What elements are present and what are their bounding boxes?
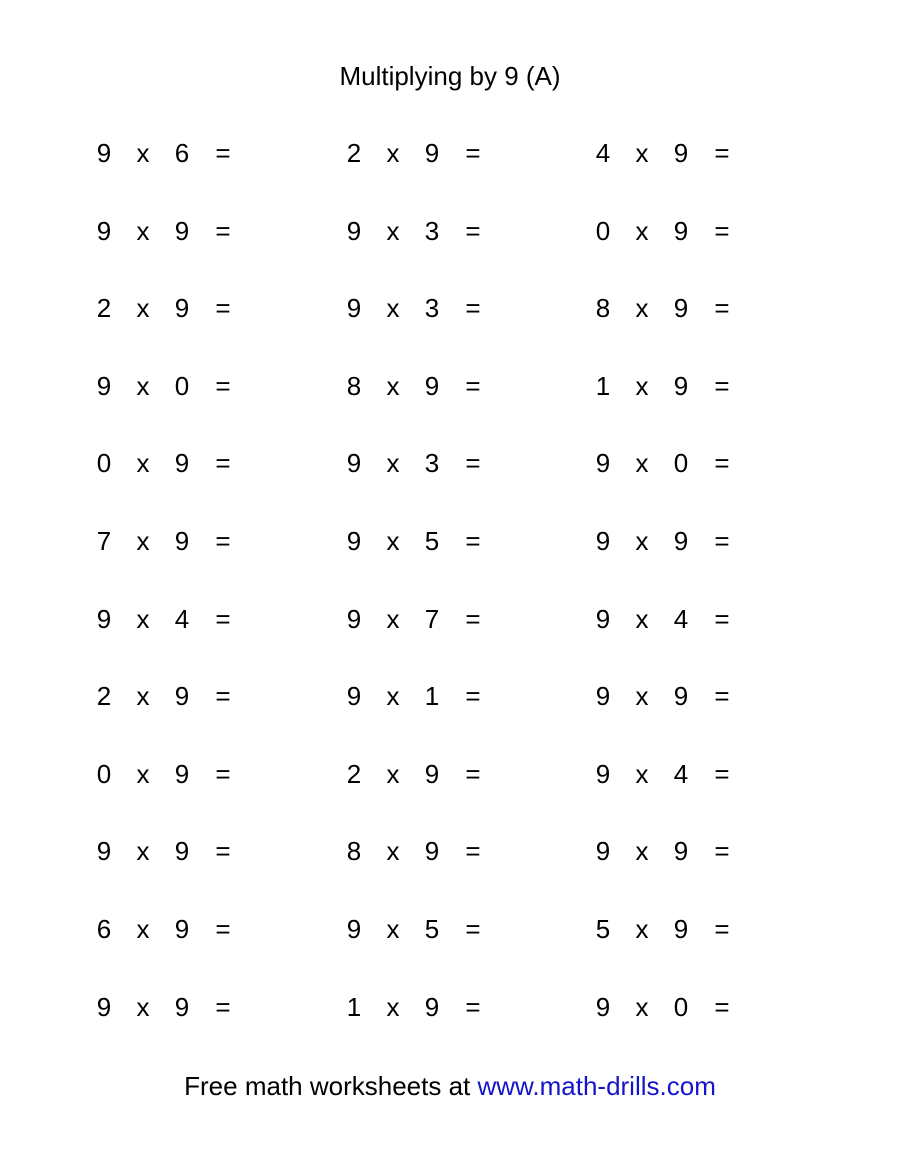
problem-operand-a: 2 bbox=[346, 758, 362, 789]
problem-operand-a: 9 bbox=[346, 913, 362, 944]
problem-equals: = bbox=[465, 603, 481, 634]
problem-operator: x bbox=[386, 448, 400, 479]
problem-operand-b: 3 bbox=[424, 448, 440, 479]
problem-equals: = bbox=[465, 448, 481, 479]
problem-operator: x bbox=[635, 370, 649, 401]
problem-equals: = bbox=[465, 293, 481, 324]
problem-operator: x bbox=[136, 681, 150, 712]
problem-operand-a: 6 bbox=[96, 913, 112, 944]
problem-equals: = bbox=[714, 603, 730, 634]
problem-operator: x bbox=[136, 758, 150, 789]
problem-operator: x bbox=[386, 370, 400, 401]
problem-operand-a: 7 bbox=[96, 525, 112, 556]
problem-operand-a: 2 bbox=[346, 138, 362, 168]
problem-operand-b: 3 bbox=[424, 215, 440, 246]
problem-operand-b: 9 bbox=[424, 991, 440, 1022]
problem-operand-a: 9 bbox=[595, 991, 611, 1022]
problem-operand-b: 0 bbox=[673, 448, 689, 479]
problem-equals: = bbox=[465, 681, 481, 712]
problem-equals: = bbox=[465, 836, 481, 867]
problem-equals: = bbox=[465, 215, 481, 246]
problem-operand-b: 9 bbox=[673, 836, 689, 867]
problem-operand-b: 9 bbox=[424, 370, 440, 401]
problem-operator: x bbox=[635, 448, 649, 479]
problem-operand-b: 9 bbox=[174, 836, 190, 867]
problem-equals: = bbox=[215, 215, 231, 246]
problem-equals: = bbox=[215, 448, 231, 479]
problem-operator: x bbox=[635, 138, 649, 168]
problem-operand-b: 7 bbox=[424, 603, 440, 634]
footer-link[interactable]: www.math-drills.com bbox=[477, 1071, 716, 1101]
problem-equals: = bbox=[714, 370, 730, 401]
problem-operand-a: 9 bbox=[595, 525, 611, 556]
problem-operator: x bbox=[635, 758, 649, 789]
problem-equals: = bbox=[215, 758, 231, 789]
problem-operator: x bbox=[386, 603, 400, 634]
problem-equals: = bbox=[714, 681, 730, 712]
problem-operand-b: 9 bbox=[673, 215, 689, 246]
problem-operand-a: 9 bbox=[595, 836, 611, 867]
problem-operand-b: 4 bbox=[174, 603, 190, 634]
problem-operand-b: 9 bbox=[174, 681, 190, 712]
problem-operand-b: 9 bbox=[424, 836, 440, 867]
problem-operand-a: 5 bbox=[595, 913, 611, 944]
problem-operand-a: 9 bbox=[595, 603, 611, 634]
problem-equals: = bbox=[465, 525, 481, 556]
problem-row bbox=[0, 290, 900, 368]
problem-operator: x bbox=[136, 293, 150, 324]
footer bbox=[0, 1068, 900, 1104]
problem-operand-b: 0 bbox=[673, 991, 689, 1022]
problem-operator: x bbox=[635, 913, 649, 944]
problem-operator: x bbox=[136, 448, 150, 479]
problem-operand-b: 0 bbox=[174, 370, 190, 401]
problem-equals: = bbox=[714, 758, 730, 789]
problem-operator: x bbox=[136, 215, 150, 246]
problem-operator: x bbox=[386, 138, 400, 168]
problem-operand-a: 0 bbox=[595, 215, 611, 246]
problem-operand-b: 9 bbox=[174, 525, 190, 556]
problem-equals: = bbox=[215, 836, 231, 867]
problem-operand-b: 9 bbox=[673, 525, 689, 556]
problem-row bbox=[0, 678, 900, 756]
problem-row bbox=[0, 601, 900, 679]
problem-operand-b: 5 bbox=[424, 913, 440, 944]
problem-equals: = bbox=[714, 836, 730, 867]
problem-operator: x bbox=[635, 525, 649, 556]
problem-operand-b: 1 bbox=[424, 681, 440, 712]
problem-operand-a: 0 bbox=[96, 758, 112, 789]
problem-operator: x bbox=[136, 525, 150, 556]
problem-grid bbox=[0, 135, 900, 1066]
problem-equals: = bbox=[215, 293, 231, 324]
problem-row bbox=[0, 368, 900, 446]
problem-operator: x bbox=[386, 836, 400, 867]
problem-operand-a: 9 bbox=[96, 991, 112, 1022]
problem-operand-a: 9 bbox=[346, 215, 362, 246]
problem-operand-a: 2 bbox=[96, 681, 112, 712]
problem-row bbox=[0, 911, 900, 989]
problem-operator: x bbox=[386, 525, 400, 556]
problem-equals: = bbox=[215, 603, 231, 634]
problem-row bbox=[0, 213, 900, 291]
problem-operand-a: 9 bbox=[595, 448, 611, 479]
problem-row bbox=[0, 989, 900, 1067]
problem-operand-a: 9 bbox=[595, 758, 611, 789]
problem-equals: = bbox=[465, 138, 481, 168]
problem-operator: x bbox=[635, 603, 649, 634]
problem-operator: x bbox=[386, 215, 400, 246]
problem-operand-b: 9 bbox=[174, 758, 190, 789]
problem-row bbox=[0, 445, 900, 523]
problem-operand-b: 9 bbox=[673, 138, 689, 168]
problem-operand-a: 9 bbox=[96, 370, 112, 401]
problem-equals: = bbox=[714, 448, 730, 479]
problem-operator: x bbox=[136, 836, 150, 867]
problem-equals: = bbox=[714, 215, 730, 246]
problem-operand-a: 9 bbox=[96, 138, 112, 168]
problem-operand-a: 9 bbox=[96, 603, 112, 634]
problem-equals: = bbox=[714, 293, 730, 324]
problem-operand-b: 5 bbox=[424, 525, 440, 556]
problem-operand-a: 8 bbox=[595, 293, 611, 324]
problem-operator: x bbox=[136, 370, 150, 401]
problem-equals: = bbox=[465, 913, 481, 944]
problem-operand-b: 6 bbox=[174, 138, 190, 168]
problem-operator: x bbox=[136, 913, 150, 944]
problem-operand-a: 4 bbox=[595, 138, 611, 168]
problem-operator: x bbox=[386, 758, 400, 789]
footer-text: Free math worksheets at bbox=[184, 1071, 478, 1101]
problem-operator: x bbox=[386, 991, 400, 1022]
problem-operand-b: 9 bbox=[174, 215, 190, 246]
problem-operand-a: 9 bbox=[346, 525, 362, 556]
problem-operand-b: 9 bbox=[174, 991, 190, 1022]
problem-row bbox=[0, 833, 900, 911]
problem-operator: x bbox=[136, 603, 150, 634]
problem-operand-a: 0 bbox=[96, 448, 112, 479]
problem-equals: = bbox=[215, 991, 231, 1022]
problem-operand-a: 1 bbox=[595, 370, 611, 401]
problem-operand-a: 9 bbox=[595, 681, 611, 712]
problem-operand-b: 4 bbox=[673, 603, 689, 634]
problem-equals: = bbox=[714, 138, 730, 168]
problem-equals: = bbox=[465, 370, 481, 401]
problem-operand-a: 1 bbox=[346, 991, 362, 1022]
problem-operand-a: 9 bbox=[346, 681, 362, 712]
problem-operator: x bbox=[635, 681, 649, 712]
problem-operand-b: 3 bbox=[424, 293, 440, 324]
problem-operand-b: 9 bbox=[673, 293, 689, 324]
problem-operand-a: 8 bbox=[346, 370, 362, 401]
problem-operand-b: 9 bbox=[174, 448, 190, 479]
problem-operator: x bbox=[635, 991, 649, 1022]
problem-operator: x bbox=[136, 991, 150, 1022]
problem-operand-a: 8 bbox=[346, 836, 362, 867]
problem-operand-b: 9 bbox=[673, 370, 689, 401]
problem-equals: = bbox=[215, 525, 231, 556]
problem-row bbox=[0, 756, 900, 834]
problem-operand-b: 9 bbox=[673, 913, 689, 944]
problem-equals: = bbox=[714, 913, 730, 944]
problem-operator: x bbox=[635, 836, 649, 867]
problem-operand-a: 9 bbox=[346, 293, 362, 324]
problem-operand-a: 9 bbox=[346, 448, 362, 479]
problem-operand-b: 9 bbox=[174, 913, 190, 944]
problem-operand-b: 9 bbox=[174, 293, 190, 324]
problem-equals: = bbox=[714, 525, 730, 556]
problem-equals: = bbox=[215, 370, 231, 401]
problem-equals: = bbox=[714, 991, 730, 1022]
problem-operand-b: 4 bbox=[673, 758, 689, 789]
problem-row bbox=[0, 523, 900, 601]
problem-operand-a: 9 bbox=[96, 215, 112, 246]
worksheet-title: Multiplying by 9 (A) bbox=[339, 61, 561, 91]
problem-equals: = bbox=[215, 138, 231, 168]
problem-operator: x bbox=[386, 681, 400, 712]
problem-operator: x bbox=[635, 293, 649, 324]
problem-operand-a: 2 bbox=[96, 293, 112, 324]
problem-operator: x bbox=[386, 293, 400, 324]
problem-equals: = bbox=[465, 758, 481, 789]
problem-operand-b: 9 bbox=[673, 681, 689, 712]
problem-row bbox=[0, 135, 900, 213]
problem-equals: = bbox=[215, 913, 231, 944]
problem-operator: x bbox=[136, 138, 150, 168]
problem-operand-a: 9 bbox=[96, 836, 112, 867]
problem-operator: x bbox=[386, 913, 400, 944]
problem-equals: = bbox=[215, 681, 231, 712]
problem-operator: x bbox=[635, 215, 649, 246]
problem-operand-b: 9 bbox=[424, 758, 440, 789]
problem-operand-a: 9 bbox=[346, 603, 362, 634]
problem-equals: = bbox=[465, 991, 481, 1022]
problem-operand-b: 9 bbox=[424, 138, 440, 168]
